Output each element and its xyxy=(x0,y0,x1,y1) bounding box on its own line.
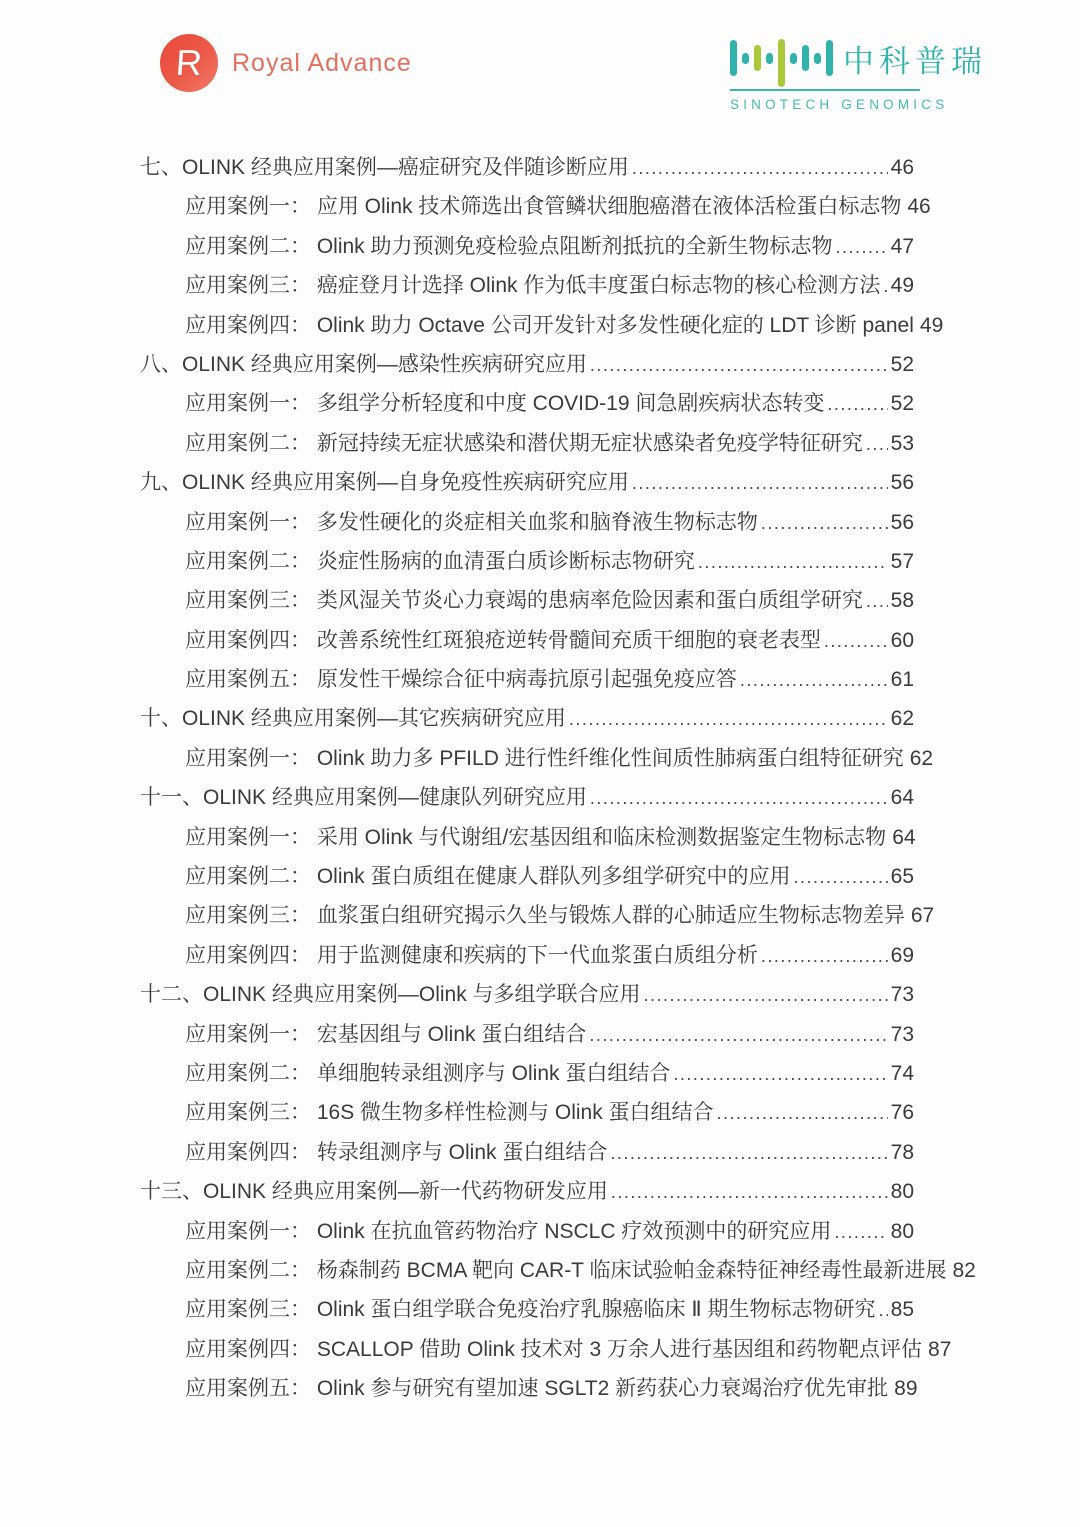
toc-item-row xyxy=(140,1330,952,1369)
toc-entry-title: 应用案例三： 癌症登月计选择 Olink 作为低丰度蛋白标志物的核心检测方法 xyxy=(185,274,881,298)
toc-entry-page-number: 62 xyxy=(909,746,934,770)
toc-entry-page-number: 57 xyxy=(890,549,914,573)
toc-section-row xyxy=(140,148,914,187)
table-of-contents xyxy=(140,148,976,1409)
bar-icon xyxy=(826,40,833,76)
toc-entry-title: 应用案例二： Olink 助力预测免疫检验点阻断剂抵抗的全新生物标志物 xyxy=(185,234,833,258)
toc-entry-title: 应用案例四： 用于监测健康和疾病的下一代血浆蛋白质组分析 xyxy=(185,943,758,967)
sinotech-logo-top xyxy=(730,34,987,82)
sinotech-cn-name: 中科普瑞 xyxy=(843,43,987,79)
toc-entry-title: 应用案例一： Olink 助力多 PFILD 进行性纤维化性间质性肺病蛋白组特征研究 xyxy=(185,746,904,770)
bar-icon xyxy=(766,53,773,64)
toc-entry-page-number: 52 xyxy=(890,392,914,416)
toc-entry-page-number: 47 xyxy=(890,234,914,258)
toc-section-row xyxy=(140,345,914,384)
toc-item-row xyxy=(140,1054,914,1093)
toc-entry-title: 应用案例二： 新冠持续无症状感染和潜伏期无症状感染者免疫学特征研究 xyxy=(185,431,863,455)
page-header xyxy=(0,0,1080,112)
toc-entry-title: 应用案例四： Olink 助力 Octave 公司开发针对多发性硬化症的 LDT 诊断 panel xyxy=(185,313,914,337)
dot-leader xyxy=(761,504,888,543)
toc-entry-title: 应用案例二： 杨森制药 BCMA 靶向 CAR-T 临床试验帕金森特征神经毒性最新进展 xyxy=(185,1258,947,1282)
bar-icon xyxy=(730,40,737,76)
toc-item-row xyxy=(140,306,944,345)
toc-entry-title: 应用案例一： 宏基因组与 Olink 蛋白组结合 xyxy=(185,1022,587,1046)
toc-entry-page-number: 61 xyxy=(890,668,914,692)
toc-entry-page-number: 89 xyxy=(894,1377,918,1401)
sinotech-en-name: SINOTECH GENOMICS xyxy=(730,97,949,112)
toc-item-row xyxy=(140,857,914,896)
toc-entry-page-number: 74 xyxy=(890,1061,914,1085)
toc-entry-page-number: 49 xyxy=(890,274,914,298)
toc-section-row xyxy=(140,778,914,817)
bar-icon xyxy=(790,53,797,64)
toc-entry-page-number: 80 xyxy=(890,1219,914,1243)
toc-entry-page-number: 73 xyxy=(890,983,914,1007)
toc-entry-title: 七、OLINK 经典应用案例—癌症研究及伴随诊断应用 xyxy=(140,156,629,179)
bar-icon xyxy=(814,53,821,64)
dot-leader xyxy=(879,1291,888,1330)
toc-entry-page-number: 58 xyxy=(890,589,914,613)
toc-entry-page-number: 76 xyxy=(890,1101,914,1125)
toc-entry-page-number: 69 xyxy=(890,943,914,967)
toc-item-row xyxy=(140,1212,914,1251)
toc-section-row xyxy=(140,699,914,738)
toc-entry-title: 应用案例一： Olink 在抗血管药物治疗 NSCLC 疗效预测中的研究应用 xyxy=(185,1219,832,1243)
toc-entry-page-number: 56 xyxy=(890,471,914,495)
toc-entry-page-number: 56 xyxy=(890,510,914,534)
toc-entry-page-number: 49 xyxy=(919,313,944,337)
dot-leader xyxy=(883,267,887,306)
toc-entry-page-number: 78 xyxy=(890,1140,914,1164)
toc-item-row xyxy=(140,1290,914,1329)
toc-entry-title: 应用案例二： Olink 蛋白质组在健康人群队列多组学研究中的应用 xyxy=(185,865,791,889)
dot-leader xyxy=(589,1016,887,1055)
toc-item-row xyxy=(140,1251,976,1290)
toc-entry-page-number: 67 xyxy=(910,904,935,928)
toc-entry-page-number: 46 xyxy=(890,156,914,179)
dot-leader xyxy=(761,937,888,976)
toc-entry-page-number: 65 xyxy=(890,865,914,889)
toc-entry-page-number: 85 xyxy=(890,1298,914,1322)
toc-section-row xyxy=(140,975,914,1014)
toc-entry-title: 十二、OLINK 经典应用案例—Olink 与多组学联合应用 xyxy=(140,983,641,1007)
toc-item-row xyxy=(140,424,914,463)
toc-entry-page-number: 87 xyxy=(928,1337,952,1361)
dot-leader xyxy=(611,1173,888,1212)
toc-item-row xyxy=(140,936,914,975)
bar-icon xyxy=(778,39,785,87)
toc-entry-title: 应用案例四： 转录组测序与 Olink 蛋白组结合 xyxy=(185,1140,608,1164)
toc-item-row xyxy=(140,1133,914,1172)
dot-leader xyxy=(866,425,888,464)
toc-item-row xyxy=(140,739,934,778)
bar-icon xyxy=(802,45,809,71)
toc-entry-page-number: 62 xyxy=(890,707,914,731)
dot-leader xyxy=(590,346,888,385)
dot-leader xyxy=(794,858,888,897)
toc-entry-title: 九、OLINK 经典应用案例—自身免疫性疾病研究应用 xyxy=(140,471,629,495)
bar-icon xyxy=(742,53,749,64)
toc-entry-title: 应用案例五： Olink 参与研究有望加速 SGLT2 新药获心力衰竭治疗优先审批 xyxy=(185,1377,889,1401)
toc-entry-title: 应用案例一： 多组学分析轻度和中度 COVID-19 间急剧疾病状态转变 xyxy=(185,392,825,416)
toc-entry-title: 应用案例三： Olink 蛋白组学联合免疫治疗乳腺癌临床 Ⅱ 期生物标志物研究 xyxy=(185,1298,876,1322)
toc-entry-title: 应用案例四： SCALLOP 借助 Olink 技术对 3 万余人进行基因组和药物靶点评估 xyxy=(185,1337,923,1361)
dot-leader xyxy=(827,385,887,424)
toc-entry-page-number: 80 xyxy=(890,1180,914,1204)
bar-icon xyxy=(754,45,761,71)
dna-bars-icon xyxy=(730,34,833,82)
toc-entry-title: 应用案例二： 单细胞转录组测序与 Olink 蛋白组结合 xyxy=(185,1061,671,1085)
toc-entry-title: 十一、OLINK 经典应用案例—健康队列研究应用 xyxy=(140,786,587,810)
dot-leader xyxy=(632,464,888,503)
toc-entry-page-number: 73 xyxy=(890,1022,914,1046)
toc-item-row xyxy=(140,266,914,305)
toc-entry-title: 应用案例二： 炎症性肠病的血清蛋白质诊断标志物研究 xyxy=(185,549,695,573)
toc-entry-page-number: 64 xyxy=(892,825,916,849)
toc-item-row xyxy=(140,1369,918,1408)
royal-advance-letter: R xyxy=(174,42,204,83)
toc-item-row xyxy=(140,621,914,660)
dot-leader xyxy=(590,779,888,818)
toc-entry-title: 应用案例三： 血浆蛋白组研究揭示久坐与锻炼人群的心肺适应生物标志物差异 xyxy=(185,904,905,928)
toc-entry-title: 十三、OLINK 经典应用案例—新一代药物研发应用 xyxy=(140,1180,608,1204)
toc-entry-title: 应用案例三： 类风湿关节炎心力衰竭的患病率危险因素和蛋白质组学研究 xyxy=(185,589,863,613)
dot-leader xyxy=(824,622,888,661)
toc-entry-title: 应用案例三： 16S 微生物多样性检测与 Olink 蛋白组结合 xyxy=(185,1101,714,1125)
dot-leader xyxy=(866,582,888,621)
royal-advance-circle-icon xyxy=(160,34,218,92)
toc-item-row xyxy=(140,227,914,266)
toc-entry-title: 应用案例一： 多发性硬化的炎症相关血浆和脑脊液生物标志物 xyxy=(185,510,758,534)
logo-divider xyxy=(730,89,920,91)
toc-entry-page-number: 46 xyxy=(907,195,931,219)
dot-leader xyxy=(836,228,888,267)
toc-item-row xyxy=(140,581,914,620)
toc-entry-page-number: 64 xyxy=(890,786,914,810)
dot-leader xyxy=(740,661,888,700)
toc-entry-title: 十、OLINK 经典应用案例—其它疾病研究应用 xyxy=(140,707,566,731)
dot-leader xyxy=(610,1134,887,1173)
toc-item-row xyxy=(140,660,914,699)
dot-leader xyxy=(569,700,888,739)
toc-entry-page-number: 60 xyxy=(890,628,914,652)
toc-item-row xyxy=(140,896,935,935)
toc-item-row xyxy=(140,1093,914,1132)
toc-entry-page-number: 52 xyxy=(890,352,914,376)
dot-leader xyxy=(673,1055,887,1094)
dot-leader xyxy=(834,1213,887,1252)
dot-leader xyxy=(644,976,888,1015)
toc-section-row xyxy=(140,1172,914,1211)
toc-item-row xyxy=(140,818,914,857)
toc-entry-title: 八、OLINK 经典应用案例—感染性疾病研究应用 xyxy=(140,352,587,376)
dot-leader xyxy=(698,543,888,582)
toc-entry-title: 应用案例四： 改善系统性红斑狼疮逆转骨髓间充质干细胞的衰老表型 xyxy=(185,628,821,652)
royal-advance-name: Royal Advance xyxy=(232,48,412,77)
dot-leader xyxy=(632,149,888,188)
toc-item-row xyxy=(140,187,931,226)
toc-item-row xyxy=(140,384,914,423)
dot-leader xyxy=(717,1094,888,1133)
toc-entry-page-number: 53 xyxy=(890,431,914,455)
toc-entry-title: 应用案例五： 原发性干燥综合征中病毒抗原引起强免疫应答 xyxy=(185,668,737,692)
toc-item-row xyxy=(140,1015,914,1054)
toc-entry-page-number: 82 xyxy=(952,1258,976,1282)
toc-item-row xyxy=(140,542,914,581)
toc-item-row xyxy=(140,503,914,542)
sinotech-genomics-logo xyxy=(730,34,987,112)
toc-entry-title: 应用案例一： 采用 Olink 与代谢组/宏基因组和临床检测数据鉴定生物标志物 xyxy=(185,825,887,849)
toc-section-row xyxy=(140,463,914,502)
royal-advance-logo xyxy=(160,34,412,92)
toc-entry-title: 应用案例一： 应用 Olink 技术筛选出食管鳞状细胞癌潜在液体活检蛋白标志物 xyxy=(185,195,902,219)
